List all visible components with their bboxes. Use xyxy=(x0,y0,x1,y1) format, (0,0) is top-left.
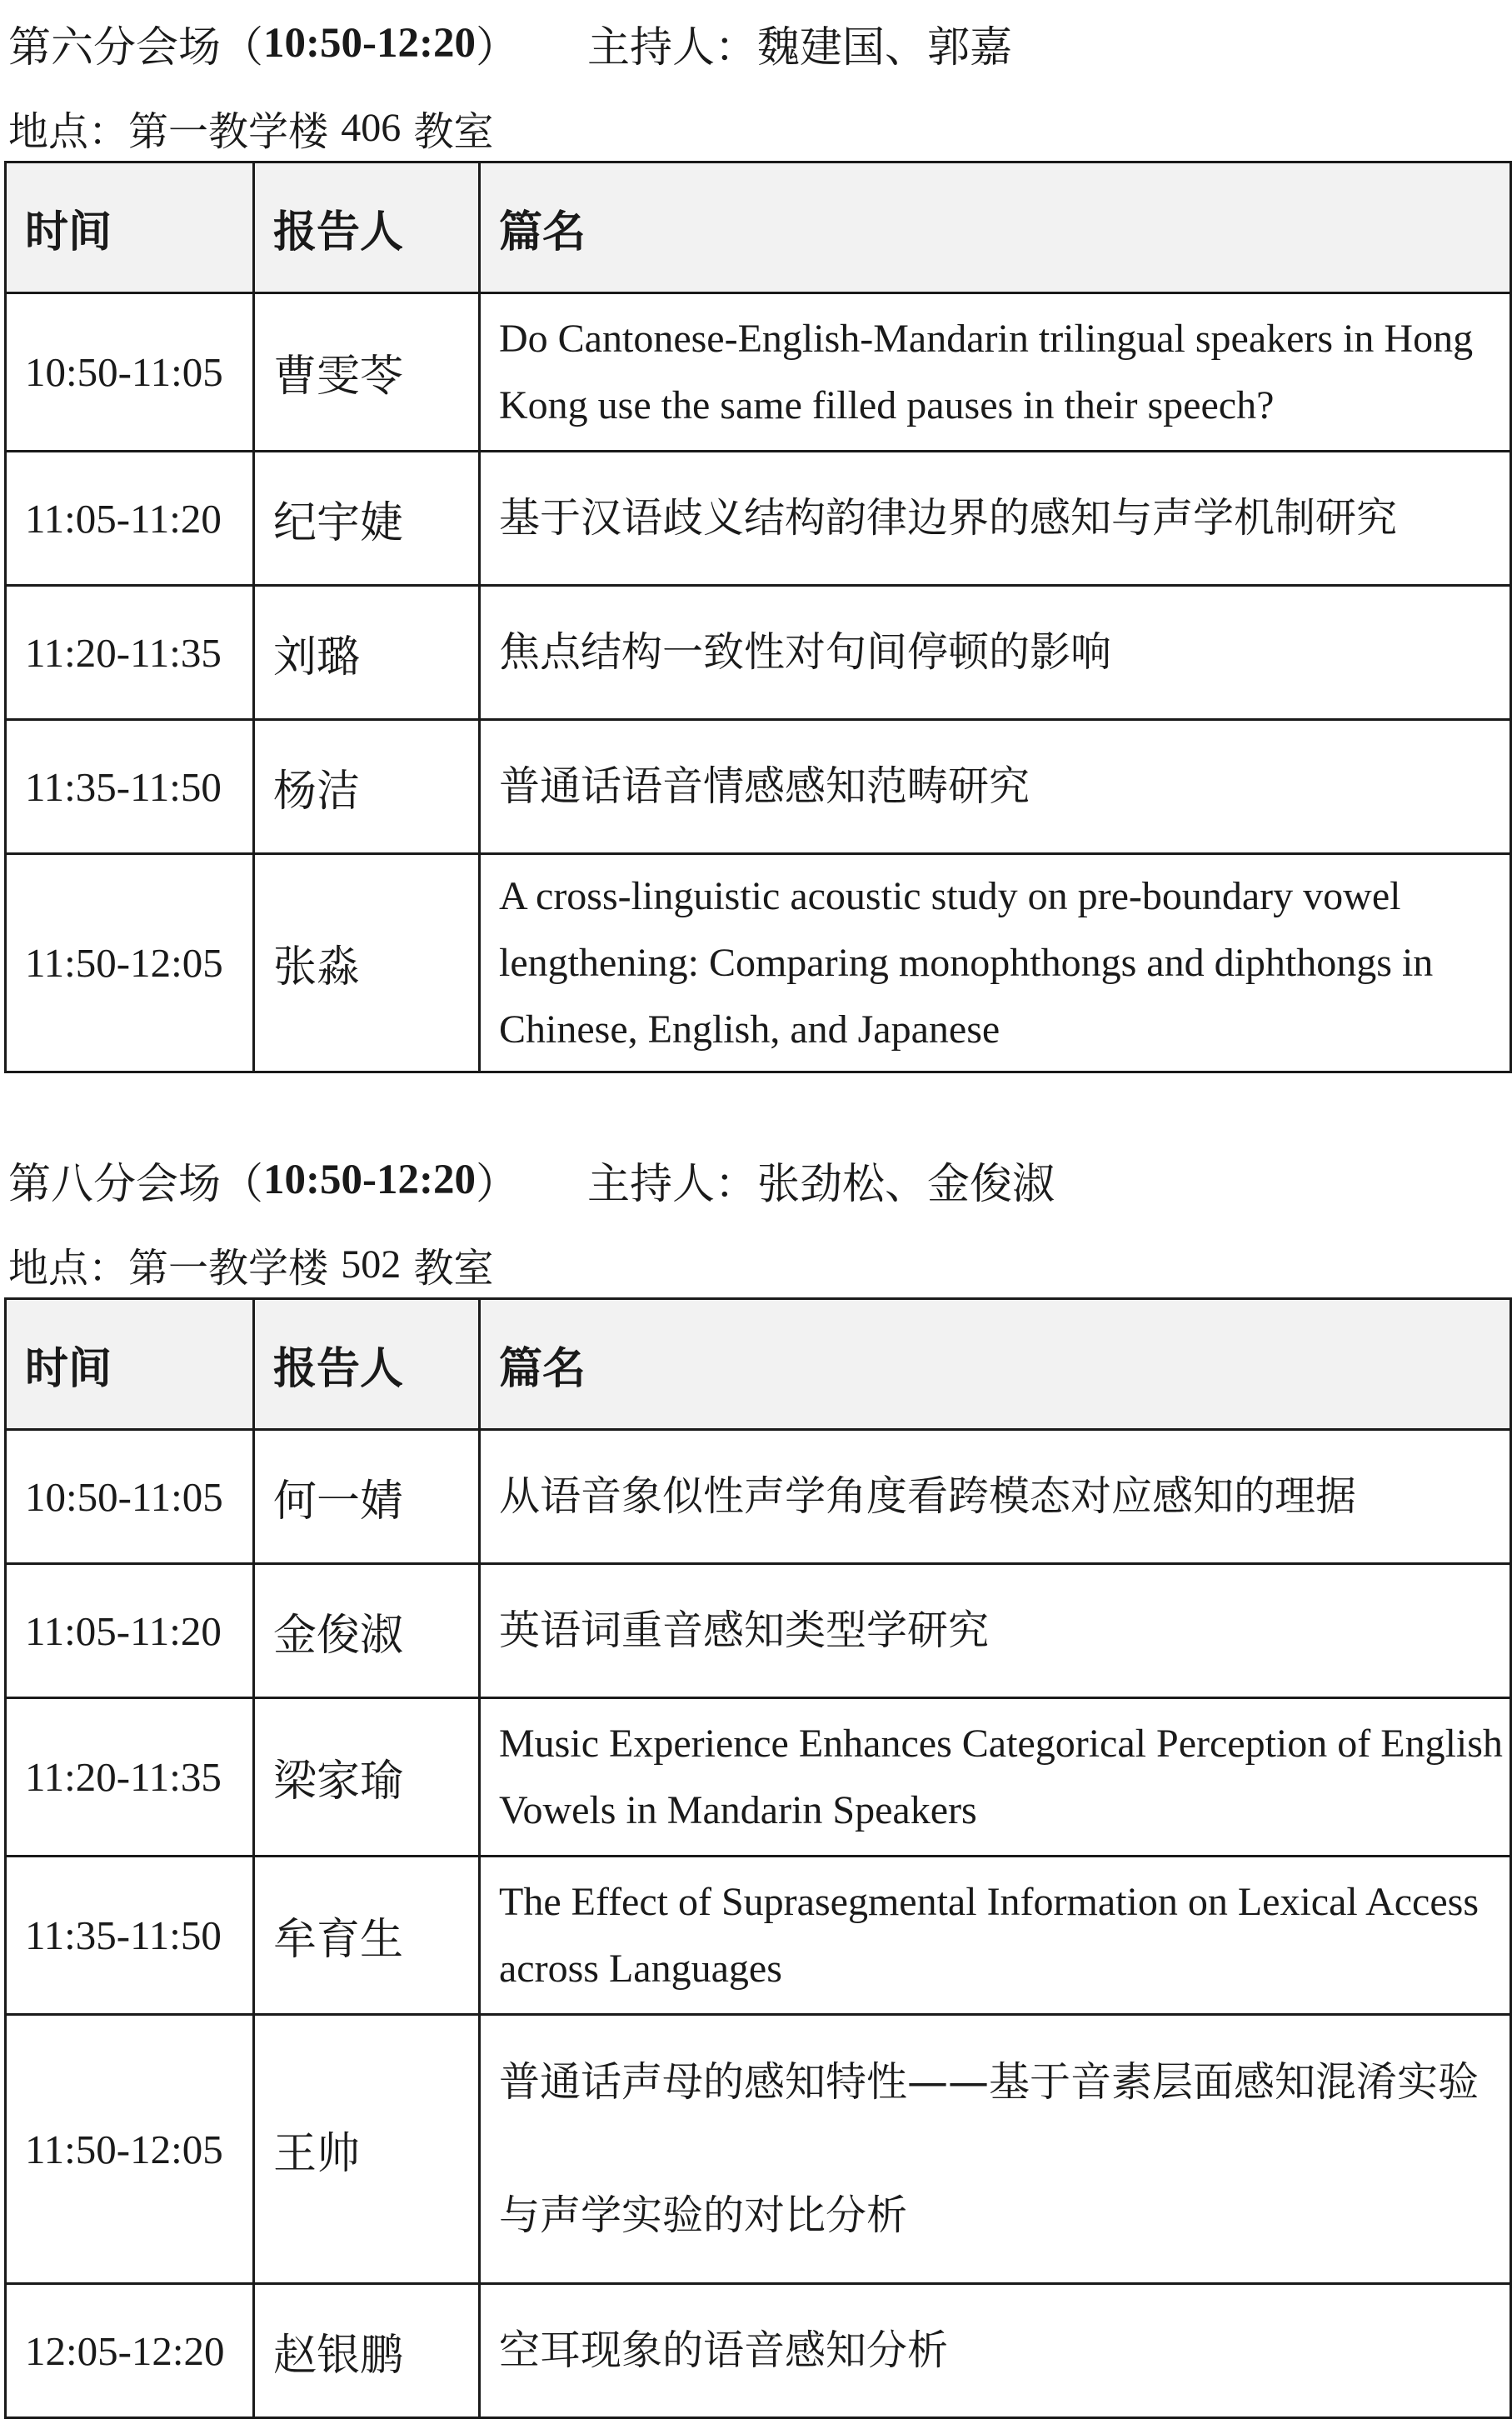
talk-time: 11:05-11:20 xyxy=(6,452,254,586)
talk-title: 焦点结构一致性对句间停顿的影响 xyxy=(480,586,1511,720)
table-header-row xyxy=(6,1299,1511,1430)
talk-time: 11:20-11:35 xyxy=(6,1698,254,1857)
session-name: 第八分会场 xyxy=(8,1160,222,1209)
room-suffix: 教室 xyxy=(413,107,494,155)
table-row xyxy=(6,720,1511,854)
talk-title: 英语词重音感知类型学研究 xyxy=(480,1564,1511,1698)
session-host: 主持人：魏建国、郭嘉 xyxy=(587,23,1013,72)
talk-title: Do Cantonese-English-Mandarin trilingual speakers in Hong Kong use the same filled pauses in their speech? xyxy=(480,293,1511,452)
paren-close: ） xyxy=(475,1160,518,1209)
talk-title: 基于汉语歧义结构韵律边界的感知与声学机制研究 xyxy=(480,452,1511,586)
column-header-speaker: 报告人 xyxy=(254,1299,480,1430)
table-row xyxy=(6,2015,1511,2284)
talk-speaker: 杨洁 xyxy=(254,720,480,854)
session-name: 第六分会场 xyxy=(8,23,222,72)
talk-speaker: 赵银鹏 xyxy=(254,2284,480,2418)
talk-speaker: 梁家瑜 xyxy=(254,1698,480,1857)
column-header-title: 篇名 xyxy=(480,1299,1511,1430)
talk-title: 空耳现象的语音感知分析 xyxy=(480,2284,1511,2418)
talk-speaker: 纪宇婕 xyxy=(254,452,480,586)
talk-time: 11:35-11:50 xyxy=(6,1857,254,2015)
session-time: 10:50-12:20 xyxy=(263,20,476,67)
table-header-row xyxy=(6,162,1511,293)
location-prefix: 地点：第一教学楼 xyxy=(8,107,329,155)
talk-time: 12:05-12:20 xyxy=(6,2284,254,2418)
table-row xyxy=(6,1430,1511,1564)
session-location xyxy=(8,1235,494,1293)
column-header-time: 时间 xyxy=(6,1299,254,1430)
table-row xyxy=(6,1698,1511,1857)
room-suffix: 教室 xyxy=(413,1244,494,1292)
talk-time: 11:05-11:20 xyxy=(6,1564,254,1698)
table-row xyxy=(6,586,1511,720)
session-time: 10:50-12:20 xyxy=(263,1157,476,1203)
location-prefix: 地点：第一教学楼 xyxy=(8,1244,329,1292)
schedule-table xyxy=(4,1297,1512,2419)
schedule-table xyxy=(4,161,1512,1073)
paren-open: （ xyxy=(221,23,264,72)
column-header-title: 篇名 xyxy=(480,162,1511,293)
table-row xyxy=(6,452,1511,586)
table-row xyxy=(6,1857,1511,2015)
column-header-speaker: 报告人 xyxy=(254,162,480,293)
talk-time: 11:35-11:50 xyxy=(6,720,254,854)
session-heading xyxy=(8,1148,1055,1212)
talk-title: A cross-linguistic acoustic study on pre-boundary vowel lengthening: Comparing monophthongs and diphthongs in Chinese, English, and Japanese xyxy=(480,854,1511,1072)
talk-time: 11:20-11:35 xyxy=(6,586,254,720)
talk-time: 10:50-11:05 xyxy=(6,1430,254,1564)
talk-time: 11:50-12:05 xyxy=(6,2015,254,2284)
talk-title: 从语音象似性声学角度看跨模态对应感知的理据 xyxy=(480,1430,1511,1564)
talk-title: 普通话语音情感感知范畴研究 xyxy=(480,720,1511,854)
column-header-time: 时间 xyxy=(6,162,254,293)
table-row xyxy=(6,2284,1511,2418)
talk-title: The Effect of Suprasegmental Information on Lexical Access across Languages xyxy=(480,1857,1511,2015)
session-host: 主持人：张劲松、金俊淑 xyxy=(587,1160,1055,1209)
talk-time: 11:50-12:05 xyxy=(6,854,254,1072)
paren-open: （ xyxy=(221,1160,264,1209)
talk-speaker: 何一婧 xyxy=(254,1430,480,1564)
talk-title: Music Experience Enhances Categorical Perception of English Vowels in Mandarin Speakers xyxy=(480,1698,1511,1857)
room-number: 502 xyxy=(341,1242,402,1287)
talk-speaker: 王帅 xyxy=(254,2015,480,2284)
table-row xyxy=(6,854,1511,1072)
talk-speaker: 张淼 xyxy=(254,854,480,1072)
session-heading xyxy=(8,12,1013,75)
session-location xyxy=(8,98,494,157)
talk-title: 普通话声母的感知特性——基于音素层面感知混淆实验与声学实验的对比分析 xyxy=(480,2015,1511,2284)
table-row xyxy=(6,1564,1511,1698)
table-row xyxy=(6,293,1511,452)
talk-time: 10:50-11:05 xyxy=(6,293,254,452)
talk-speaker: 金俊淑 xyxy=(254,1564,480,1698)
room-number: 406 xyxy=(341,105,402,150)
talk-speaker: 刘璐 xyxy=(254,586,480,720)
talk-speaker: 牟育生 xyxy=(254,1857,480,2015)
talk-speaker: 曹雯苓 xyxy=(254,293,480,452)
paren-close: ） xyxy=(475,23,518,72)
